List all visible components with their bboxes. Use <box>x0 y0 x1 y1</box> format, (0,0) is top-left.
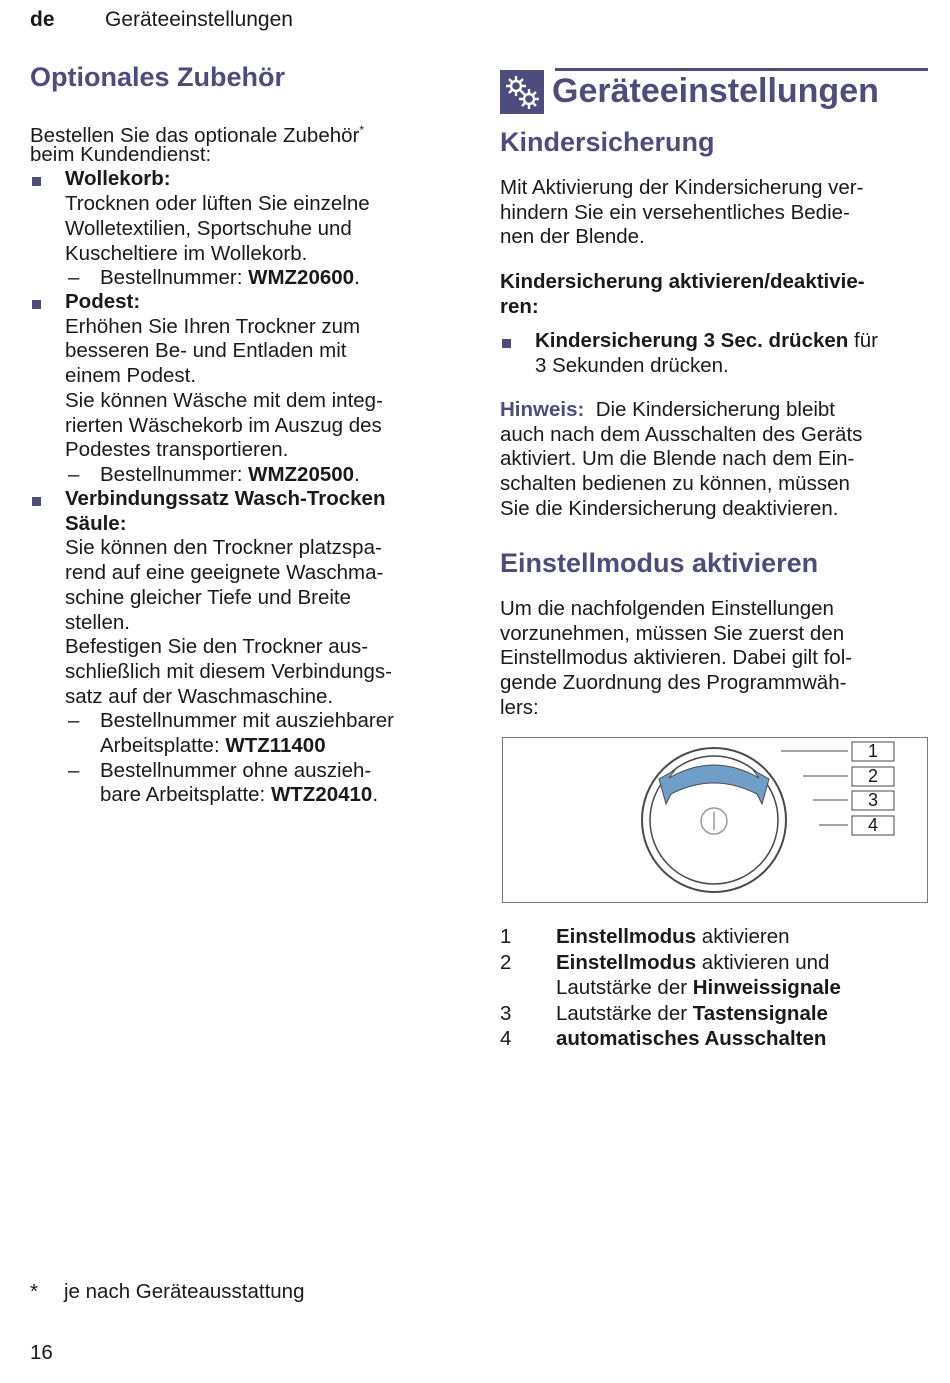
subheading-kindersicherung: Kindersicherung <box>500 127 715 157</box>
paragraph-line: gende Zuordnung des Programmwäh- <box>500 671 847 695</box>
legend-number: 3 <box>500 1001 512 1025</box>
hint-line-1: Hinweis: Die Kindersicherung bleibt <box>500 398 836 421</box>
bullet-marker <box>502 339 511 348</box>
legend-text-2-line-2: Lautstärke der Hinweissignale <box>556 976 841 999</box>
subheading-einstellmodus: Einstellmodus aktivieren <box>500 548 819 578</box>
paragraph-line: Einstellmodus aktivieren. Dabei gilt fol- <box>500 646 853 670</box>
activate-instruction: Kindersicherung 3 Sec. drücken für <box>535 329 878 352</box>
legend-text-2: Einstellmodus aktivieren und <box>556 950 830 974</box>
paragraph-line: lers: <box>500 695 539 719</box>
bullet-marker <box>32 300 41 309</box>
legend-text-1: Einstellmodus aktivieren <box>556 925 790 948</box>
item-text: Erhöhen Sie Ihren Trockner zum <box>65 314 361 338</box>
item-text: Wolletextilien, Sportschuhe und <box>65 216 352 240</box>
language-code: de <box>30 8 55 31</box>
dash-marker: – <box>68 462 80 486</box>
order-number-line: Bestellnummer mit ausziehbarer <box>100 709 394 733</box>
program-selector-diagram <box>502 737 928 903</box>
footnote-mark: * <box>30 1280 38 1303</box>
item-text: einem Podest. <box>65 364 197 388</box>
order-number-wollekorb: Bestellnummer: WMZ20600. <box>100 266 360 290</box>
item-text: satz auf der Waschmaschine. <box>65 684 334 708</box>
page-number: 16 <box>30 1341 53 1364</box>
item-title-podest: Podest: <box>65 290 141 313</box>
item-text: Befestigen Sie den Trockner aus- <box>65 635 369 659</box>
item-text: rierten Wäschekorb im Auszug des <box>65 413 382 437</box>
item-title-wollekorb: Wollekorb: <box>65 167 171 191</box>
heading-rule <box>555 68 928 71</box>
item-text: schließlich mit diesem Verbindungs- <box>65 659 392 683</box>
intro-line-1: Bestellen Sie das optionale Zubehör* <box>30 123 365 147</box>
dash-marker: – <box>68 266 80 290</box>
order-number-podest: Bestellnummer: WMZ20500. <box>100 462 360 486</box>
bullet-marker <box>32 177 41 186</box>
legend-text-4: automatisches Ausschalten <box>556 1027 827 1050</box>
diagram-label-1: 1 <box>867 741 878 761</box>
activate-heading-line-2: ren: <box>500 294 539 318</box>
intro-line-2: beim Kundendienst: <box>30 142 212 166</box>
hint-line: Sie die Kindersicherung deaktivieren. <box>500 496 839 520</box>
legend-text-3: Lautstärke der Tastensignale <box>556 1001 828 1025</box>
item-title-verbindungssatz: Verbindungssatz Wasch-Trocken <box>65 487 386 510</box>
legend-number: 4 <box>500 1027 512 1050</box>
activate-instruction-line-2: 3 Sekunden drücken. <box>535 353 729 377</box>
item-text: Sie können den Trockner platzspa- <box>65 536 382 560</box>
order-number-wtz20410: bare Arbeitsplatte: WTZ20410. <box>100 783 379 807</box>
item-text: Podestes transportieren. <box>65 438 289 462</box>
settings-gear-icon <box>500 70 544 114</box>
order-number-wtz11400: Arbeitsplatte: WTZ11400 <box>100 734 326 757</box>
paragraph-line: Mit Aktivierung der Kindersicherung ver- <box>500 176 864 199</box>
activate-heading: Kindersicherung aktivieren/deaktivie- <box>500 270 865 293</box>
item-text: Trocknen oder lüften Sie einzelne <box>65 192 370 216</box>
item-text: schine gleicher Tiefe und Breite <box>65 585 352 609</box>
hint-line: auch nach dem Ausschalten des Geräts <box>500 422 863 446</box>
item-text: Sie können Wäsche mit dem integ- <box>65 388 383 412</box>
main-heading: Geräteeinstellungen <box>552 72 879 110</box>
item-title-verbindungssatz-line-2: Säule: <box>65 511 127 535</box>
dash-marker: – <box>68 758 80 782</box>
paragraph-line: nen der Blende. <box>500 225 645 249</box>
hint-line: aktiviert. Um die Blende nach dem Ein- <box>500 447 855 471</box>
hint-line: schalten bedienen zu können, müssen <box>500 472 850 496</box>
item-text: Kuscheltiere im Wollekorb. <box>65 241 308 265</box>
section-heading-optional-accessories: Optionales Zubehör <box>30 62 286 92</box>
diagram-label-4: 4 <box>867 815 878 835</box>
item-text: stellen. <box>65 610 130 634</box>
diagram-label-3: 3 <box>867 790 878 810</box>
running-header-title: Geräteeinstellungen <box>105 8 293 31</box>
legend-number: 2 <box>500 950 512 974</box>
diagram-label-2: 2 <box>867 766 878 786</box>
paragraph-line: Um die nachfolgenden Einstellungen <box>500 597 834 620</box>
footnote-text: je nach Geräteausstattung <box>64 1280 305 1303</box>
item-text: rend auf eine geeignete Waschma- <box>65 561 384 585</box>
legend-number: 1 <box>500 925 512 948</box>
item-text: besseren Be- und Entladen mit <box>65 339 347 363</box>
dash-marker: – <box>68 709 80 733</box>
paragraph-line: hindern Sie ein versehentliches Bedie- <box>500 200 850 224</box>
bullet-marker <box>32 497 41 506</box>
order-number-line: Bestellnummer ohne auszieh- <box>100 758 372 782</box>
paragraph-line: vorzunehmen, müssen Sie zuerst den <box>500 621 845 645</box>
